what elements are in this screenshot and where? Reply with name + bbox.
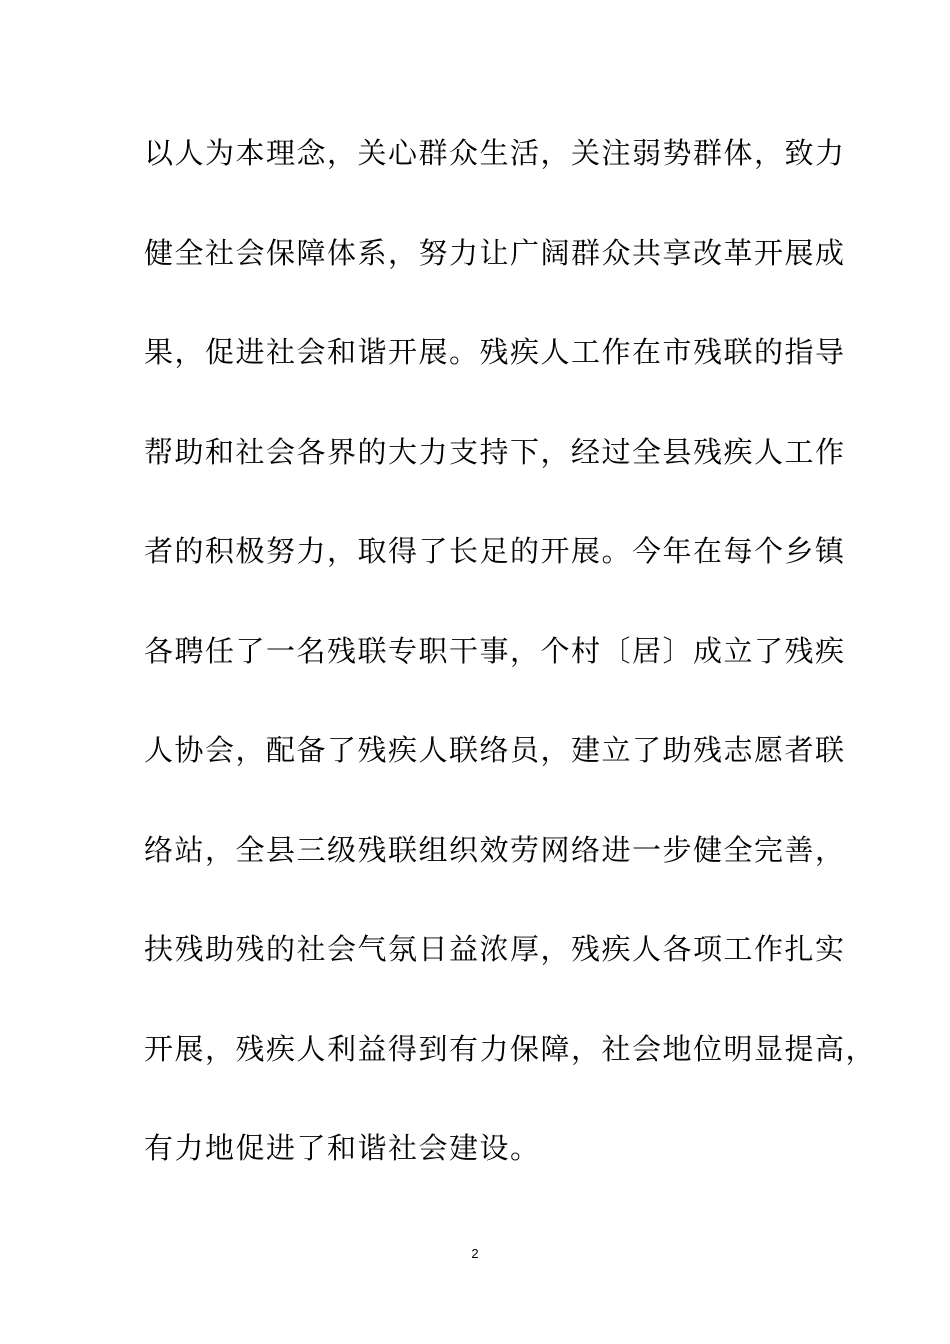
paragraph-line: 络站，全县三级残联组织效劳网络进一步健全完善， bbox=[144, 832, 846, 867]
paragraph-line: 人协会，配备了残疾人联络员，建立了助残志愿者联 bbox=[144, 733, 846, 767]
paragraph-line: 扶残助残的社会气氛日益浓厚，残疾人各项工作扎实 bbox=[144, 932, 846, 966]
paragraph-line: 有力地促进了和谐社会建设。 bbox=[144, 1131, 541, 1165]
paragraph-line: 开展，残疾人利益得到有力保障，社会地位明显提高， bbox=[144, 1031, 877, 1066]
paragraph-line: 各聘任了一名残联专职干事，个村〔居〕成立了残疾 bbox=[144, 633, 846, 668]
page-number: 2 bbox=[471, 1246, 479, 1261]
body-paragraph bbox=[144, 128, 877, 1223]
paragraph-line: 健全社会保障体系，努力让广阔群众共享改革开展成 bbox=[144, 235, 846, 270]
paragraph-line: 以人为本理念，关心群众生活，关注弱势群体，致力 bbox=[144, 136, 846, 170]
paragraph-line: 者的积极努力，取得了长足的开展。今年在每个乡镇 bbox=[144, 534, 846, 568]
paragraph-line: 帮助和社会各界的大力支持下，经过全县残疾人工作 bbox=[144, 434, 846, 469]
paragraph-line: 果，促进社会和谐开展。残疾人工作在市残联的指导 bbox=[144, 335, 846, 369]
